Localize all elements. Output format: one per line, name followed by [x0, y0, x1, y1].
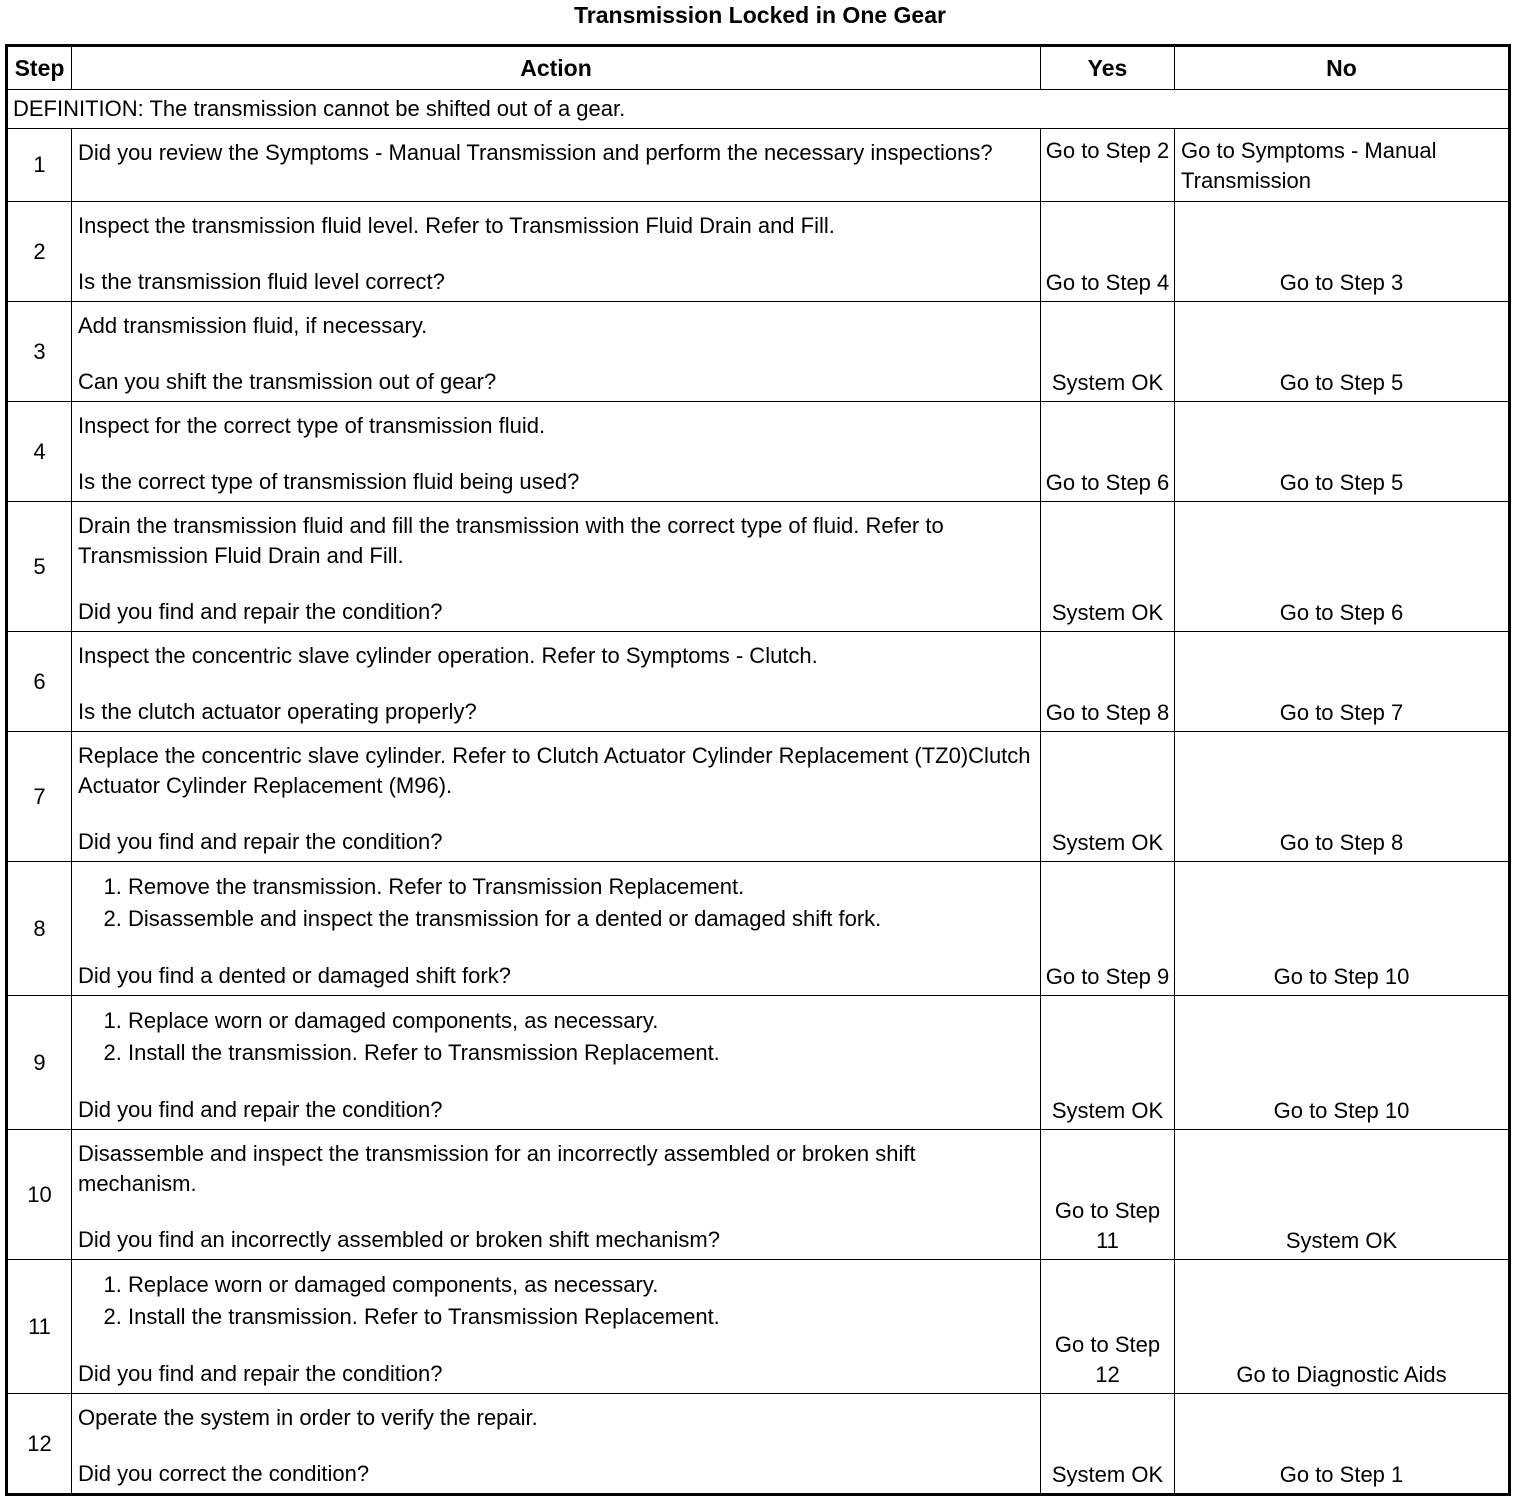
yes-result: System OK: [1041, 302, 1175, 402]
no-result: Go to Symptoms - Manual Transmission: [1175, 129, 1510, 202]
yes-result: Go to Step 2: [1041, 129, 1175, 202]
spacer: [78, 441, 1034, 467]
header-row: [7, 46, 1510, 90]
action-cell: [72, 129, 1041, 202]
no-result: Go to Step 5: [1175, 402, 1510, 502]
action-cell: [72, 996, 1041, 1130]
yes-result: System OK: [1041, 996, 1175, 1130]
no-result: Go to Step 6: [1175, 502, 1510, 632]
action-step-item: 2. Install the transmission. Refer to Transmission Replacement.: [128, 1037, 1034, 1069]
action-step-item: 2. Install the transmission. Refer to Transmission Replacement.: [128, 1301, 1034, 1333]
no-result: Go to Step 10: [1175, 862, 1510, 996]
action-instruction: Did you review the Symptoms - Manual Transmission and perform the necessary inspections?: [78, 140, 993, 165]
page-title: Transmission Locked in One Gear: [574, 2, 946, 28]
yes-result: Go to Step 9: [1041, 862, 1175, 996]
action-cell: [72, 302, 1041, 402]
yes-result: Go to Step 6: [1041, 402, 1175, 502]
action-cell: [72, 1260, 1041, 1394]
no-result: Go to Step 1: [1175, 1394, 1510, 1495]
action-instruction: Operate the system in order to verify the repair.: [78, 1405, 538, 1430]
action-question: Did you find an incorrectly assembled or broken shift mechanism?: [78, 1227, 720, 1252]
no-result: Go to Step 5: [1175, 302, 1510, 402]
step-number: 1: [7, 129, 72, 202]
no-result: System OK: [1175, 1130, 1510, 1260]
action-cell: [72, 202, 1041, 302]
spacer: [78, 935, 1034, 961]
definition-row: [7, 90, 1510, 129]
yes-result: Go to Step 12: [1041, 1260, 1175, 1394]
spacer: [78, 801, 1034, 827]
action-steps-list: [78, 1005, 1034, 1069]
action-cell: [72, 732, 1041, 862]
action-cell: [72, 402, 1041, 502]
action-question: Did you find and repair the condition?: [78, 829, 443, 854]
step-number: 4: [7, 402, 72, 502]
action-step-item: 1. Remove the transmission. Refer to Transmission Replacement.: [128, 871, 1034, 903]
action-instruction: Disassemble and inspect the transmission for an incorrectly assembled or broken shift mechanism.: [78, 1141, 916, 1196]
diagnostic-table: [5, 44, 1511, 1496]
action-instruction: Inspect the concentric slave cylinder operation. Refer to Symptoms - Clutch.: [78, 643, 818, 668]
action-question: Did you find and repair the condition?: [78, 599, 443, 624]
yes-result: System OK: [1041, 502, 1175, 632]
action-instruction: Drain the transmission fluid and fill the transmission with the correct type of fluid. Refer to Transmission Fluid Drain and Fill.: [78, 513, 944, 568]
action-instruction: Inspect the transmission fluid level. Refer to Transmission Fluid Drain and Fill.: [78, 213, 835, 238]
action-step-item: 1. Replace worn or damaged components, as necessary.: [128, 1005, 1034, 1037]
table-row: [7, 302, 1510, 402]
action-question: Is the correct type of transmission fluid being used?: [78, 469, 580, 494]
table-row: [7, 402, 1510, 502]
no-result: Go to Step 8: [1175, 732, 1510, 862]
action-question: Did you find and repair the condition?: [78, 1097, 443, 1122]
yes-result: Go to Step 4: [1041, 202, 1175, 302]
step-number: 2: [7, 202, 72, 302]
table-row: [7, 996, 1510, 1130]
yes-result: Go to Step 11: [1041, 1130, 1175, 1260]
spacer: [78, 1333, 1034, 1359]
action-step-item: 2. Disassemble and inspect the transmission for a dented or damaged shift fork.: [128, 903, 1034, 935]
action-cell: [72, 632, 1041, 732]
action-cell: [72, 1394, 1041, 1495]
spacer: [78, 671, 1034, 697]
action-instruction: Replace the concentric slave cylinder. Refer to Clutch Actuator Cylinder Replacement (TZ0)Clutch Actuator Cylinder Replacement (M96).: [78, 743, 1031, 798]
spacer: [78, 341, 1034, 367]
step-number: 12: [7, 1394, 72, 1495]
action-instruction: Inspect for the correct type of transmission fluid.: [78, 413, 546, 438]
step-number: 7: [7, 732, 72, 862]
header-action: Action: [72, 46, 1041, 90]
table-row: [7, 732, 1510, 862]
step-number: 3: [7, 302, 72, 402]
action-steps-list: [78, 1269, 1034, 1333]
step-number: 5: [7, 502, 72, 632]
action-question: Can you shift the transmission out of gear?: [78, 369, 497, 394]
yes-result: System OK: [1041, 732, 1175, 862]
table-row: [7, 129, 1510, 202]
table-row: [7, 862, 1510, 996]
action-cell: [72, 502, 1041, 632]
yes-result: Go to Step 8: [1041, 632, 1175, 732]
header-no: No: [1175, 46, 1510, 90]
spacer: [78, 571, 1034, 597]
step-number: 9: [7, 996, 72, 1130]
header-step: Step: [7, 46, 72, 90]
action-question: Did you correct the condition?: [78, 1461, 370, 1486]
spacer: [78, 241, 1034, 267]
yes-result: System OK: [1041, 1394, 1175, 1495]
table-row: [7, 1260, 1510, 1394]
no-result: Go to Step 10: [1175, 996, 1510, 1130]
spacer: [78, 1433, 1034, 1459]
spacer: [78, 1199, 1034, 1225]
no-result: Go to Step 3: [1175, 202, 1510, 302]
table-row: [7, 502, 1510, 632]
action-cell: [72, 1130, 1041, 1260]
action-step-item: 1. Replace worn or damaged components, as necessary.: [128, 1269, 1034, 1301]
action-steps-list: [78, 871, 1034, 935]
action-question: Did you find and repair the condition?: [78, 1361, 443, 1386]
step-number: 6: [7, 632, 72, 732]
action-question: Is the transmission fluid level correct?: [78, 269, 445, 294]
step-number: 8: [7, 862, 72, 996]
step-number: 11: [7, 1260, 72, 1394]
action-instruction: Add transmission fluid, if necessary.: [78, 313, 428, 338]
header-yes: Yes: [1041, 46, 1175, 90]
step-number: 10: [7, 1130, 72, 1260]
no-result: Go to Diagnostic Aids: [1175, 1260, 1510, 1394]
action-question: Is the clutch actuator operating properly?: [78, 699, 477, 724]
no-result: Go to Step 7: [1175, 632, 1510, 732]
action-cell: [72, 862, 1041, 996]
action-question: Did you find a dented or damaged shift fork?: [78, 963, 511, 988]
table-row: [7, 202, 1510, 302]
definition-text: DEFINITION: The transmission cannot be shifted out of a gear.: [7, 90, 1510, 129]
table-row: [7, 1130, 1510, 1260]
table-row: [7, 1394, 1510, 1495]
table-row: [7, 632, 1510, 732]
spacer: [78, 1069, 1034, 1095]
